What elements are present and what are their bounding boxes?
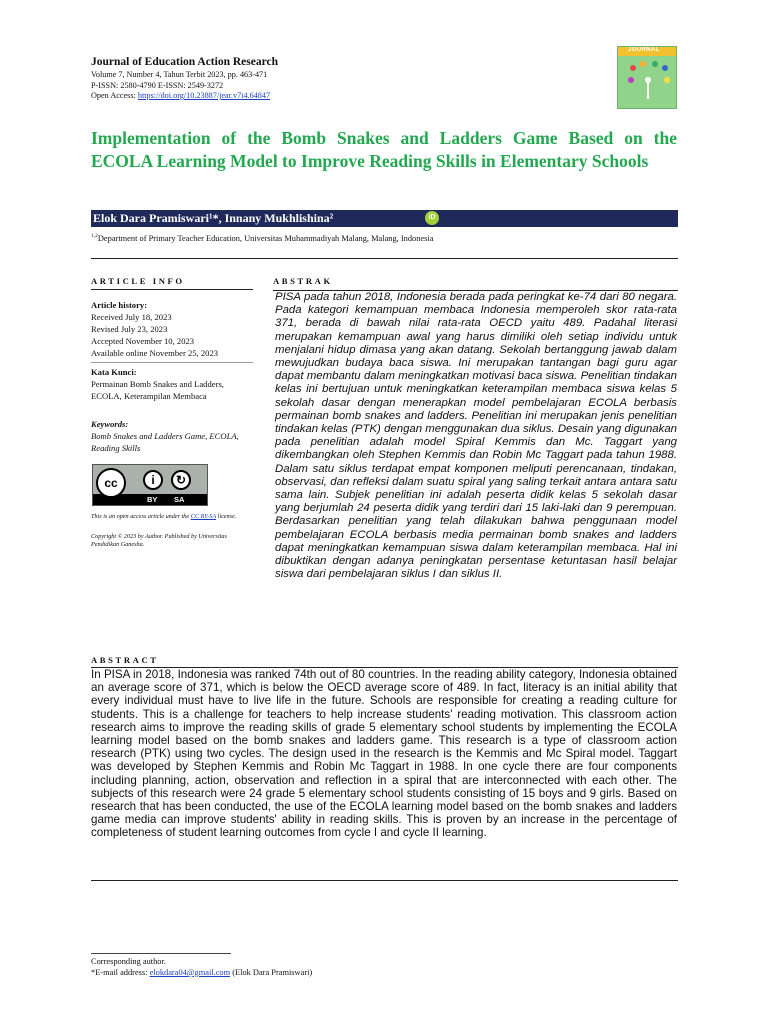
keywords-text: Bomb Snakes and Ladders Game, ECOLA, Reading Skills <box>91 431 239 453</box>
kata-kunci-heading: Kata Kunci: <box>91 367 137 377</box>
journal-name: Journal of Education Action Research <box>91 56 278 68</box>
authors: Elok Dara Pramiswari¹*, Innany Mukhlishina² <box>93 211 334 225</box>
history-revised: Revised July 23, 2023 <box>91 324 168 334</box>
history-accepted: Accepted November 10, 2023 <box>91 336 195 346</box>
email-link[interactable]: elokdara04@gmail.com <box>149 968 231 977</box>
history-online: Available online November 25, 2023 <box>91 348 219 358</box>
article-title: Implementation of the Bomb Snakes and Ladders Game Based on the ECOLA Learning Model to Improve Reading Skills in Elementary Schools <box>91 128 677 171</box>
copyright-note: Copyright © 2023 by Author. Published by Universitas Pendidikan Ganesha. <box>91 533 227 549</box>
share-alike-icon: ↻ <box>171 470 191 490</box>
email-label: *E-mail address: <box>91 968 150 977</box>
volume-line: Volume 7, Number 4, Tahun Terbit 2023, pp. 463-471 <box>91 70 268 79</box>
by-person-icon: i <box>143 470 163 490</box>
journal-cover-image <box>617 46 677 109</box>
abstract-text: In PISA in 2018, Indonesia was ranked 74th out of 80 countries. In the reading ability category, Indonesia obtained an average score of 371, which is below the OECD average score of 489. In fact, literacy is an initial ability that every individual must have to live life in the future. Schools are responsible for creating a reading culture for students. This is a challenge for teachers to help increase students' reading motivation. This classroom action research aims to improve the reading skills of grade 5 elementary school students by implementing the ECOLA learning model based on the bomb snakes and ladders game. This research is a type of classroom action research (PTK) using two cycles. The design used in the research is the Kemmis and Mc Spiral model. Taggart was developed by Stephen Kemmis and Robin Mc Taggart in 1988. In one cycle there are four components including planning, action, observation and reflection in a spiral that are interconnected with each other. The subjects of this research were 24 grade 5 elementary school students consisting of 15 boys and 9 girls. Based on research that has been conducted, the use of the ECOLA learning model based on the bomb snakes and ladders game media can improve students' ability in reading skills. This is proven by an increase in the percentage of completeness of student learning outcomes from cycle I and cycle II learning. <box>91 668 677 840</box>
cover-label: JOURNAL <box>628 47 660 53</box>
license-text-end: license. <box>216 513 237 520</box>
issn-line: P-ISSN: 2580-4790 E-ISSN: 2549-3272 <box>91 81 224 90</box>
article-info-heading: ARTICLE INFO <box>91 276 185 286</box>
open-access-line <box>91 91 270 100</box>
license-text: This is an open access article under the <box>91 513 191 520</box>
affiliation <box>91 233 433 243</box>
kata-kunci-text: Permainan Bomb Snakes and Ladders, ECOLA, Keterampilan Membaca <box>91 379 224 401</box>
divider <box>91 362 253 363</box>
abstrak-heading: ABSTRAK <box>273 276 333 286</box>
cc-sa-label: SA <box>174 495 185 504</box>
email-name: (Elok Dara Pramiswari) <box>230 968 313 977</box>
affiliation-marks: 1,2 <box>91 233 98 239</box>
footnote-rule <box>91 953 231 954</box>
divider <box>91 880 678 881</box>
cc-by-label: BY <box>147 495 158 504</box>
orcid-icon[interactable]: iD <box>425 211 439 225</box>
abstrak-text: PISA pada tahun 2018, Indonesia berada pada peringkat ke-74 dari 80 negara. Pada kategori kemampuan membaca Indonesia memperoleh skor rata-rata 371, berada di bawah nilai rata-rata OECD yaitu 489. Padahal literasi merupakan kemampuan awal yang harus dimiliki oleh setiap individu untuk menjalani hidup dimasa yang akan datang. Sekolah bertanggung jawab dalam mewujudkan budaya baca siswa. Ini merupakan tantangan bagi guru agar dapat membantu dalam meningkatkan motivasi baca siswa. Penelitian tindakan kelas ini bertujuan untuk meningkatkan keterampilan membaca siswa kelas 5 sekolah dasar dengan menerapkan model pembelajaran ECOLA berbasis permainan bomb snakes and ladders. Penelitian ini merupakan jenis penelitian tindakan kelas (PTK) dengan menggunakan dua siklus. Desain yang digunakan pada penelitian adalah model Spiral Kemmis dan Mc. Taggart yang dikembangkan oleh Stephen Kemmis dan Robin Mc Taggart pada tahun 1988. Dalam satu siklus terdapat empat komponen meliputi perencanaan, tindakan, observasi, dan refleksi dalam suatu spiral yang saling terkait antara antara satu sama lain. Subjek penelitian ini adalah peserta didik kelas 5 sekolah dasar yang berjumlah 24 peserta didik yang terdiri dari 15 laki-laki dan 9 perempuan. Berdasarkan penelitian yang telah dilakukan bahwa penggunaan model pembelajaran ECOLA berbasis media permainan bomb snakes and ladders dapat meningkatkan kemampuan siswa dalam keterampilan membaca. Hal ini dibuktikan dengan adanya peningkatan persentase ketuntasan hasil belajar siswa dari pembelajaran siklus I dan siklus II. <box>275 291 677 581</box>
email-line <box>91 968 312 977</box>
divider <box>91 258 678 259</box>
affiliation-text: Department of Primary Teacher Education, Universitas Muhammadiyah Malang, Malang, Indonesia <box>97 233 434 243</box>
open-access-label: Open Access: <box>91 91 138 100</box>
license-link[interactable]: CC BY-SA <box>190 513 217 520</box>
keywords-heading: Keywords: <box>91 419 129 429</box>
doi-link[interactable]: https://doi.org/10.23887/jear.v7i4.64847 <box>137 91 271 100</box>
cc-by-sa-badge[interactable] <box>92 464 208 506</box>
cc-icon: cc <box>96 468 126 498</box>
divider <box>91 289 253 290</box>
history-heading: Article history: <box>91 300 148 310</box>
abstract-heading: ABSTRACT <box>91 655 159 665</box>
license-note <box>91 513 256 521</box>
history-received: Received July 18, 2023 <box>91 312 172 322</box>
corresponding-author: Corresponding author. <box>91 957 166 966</box>
